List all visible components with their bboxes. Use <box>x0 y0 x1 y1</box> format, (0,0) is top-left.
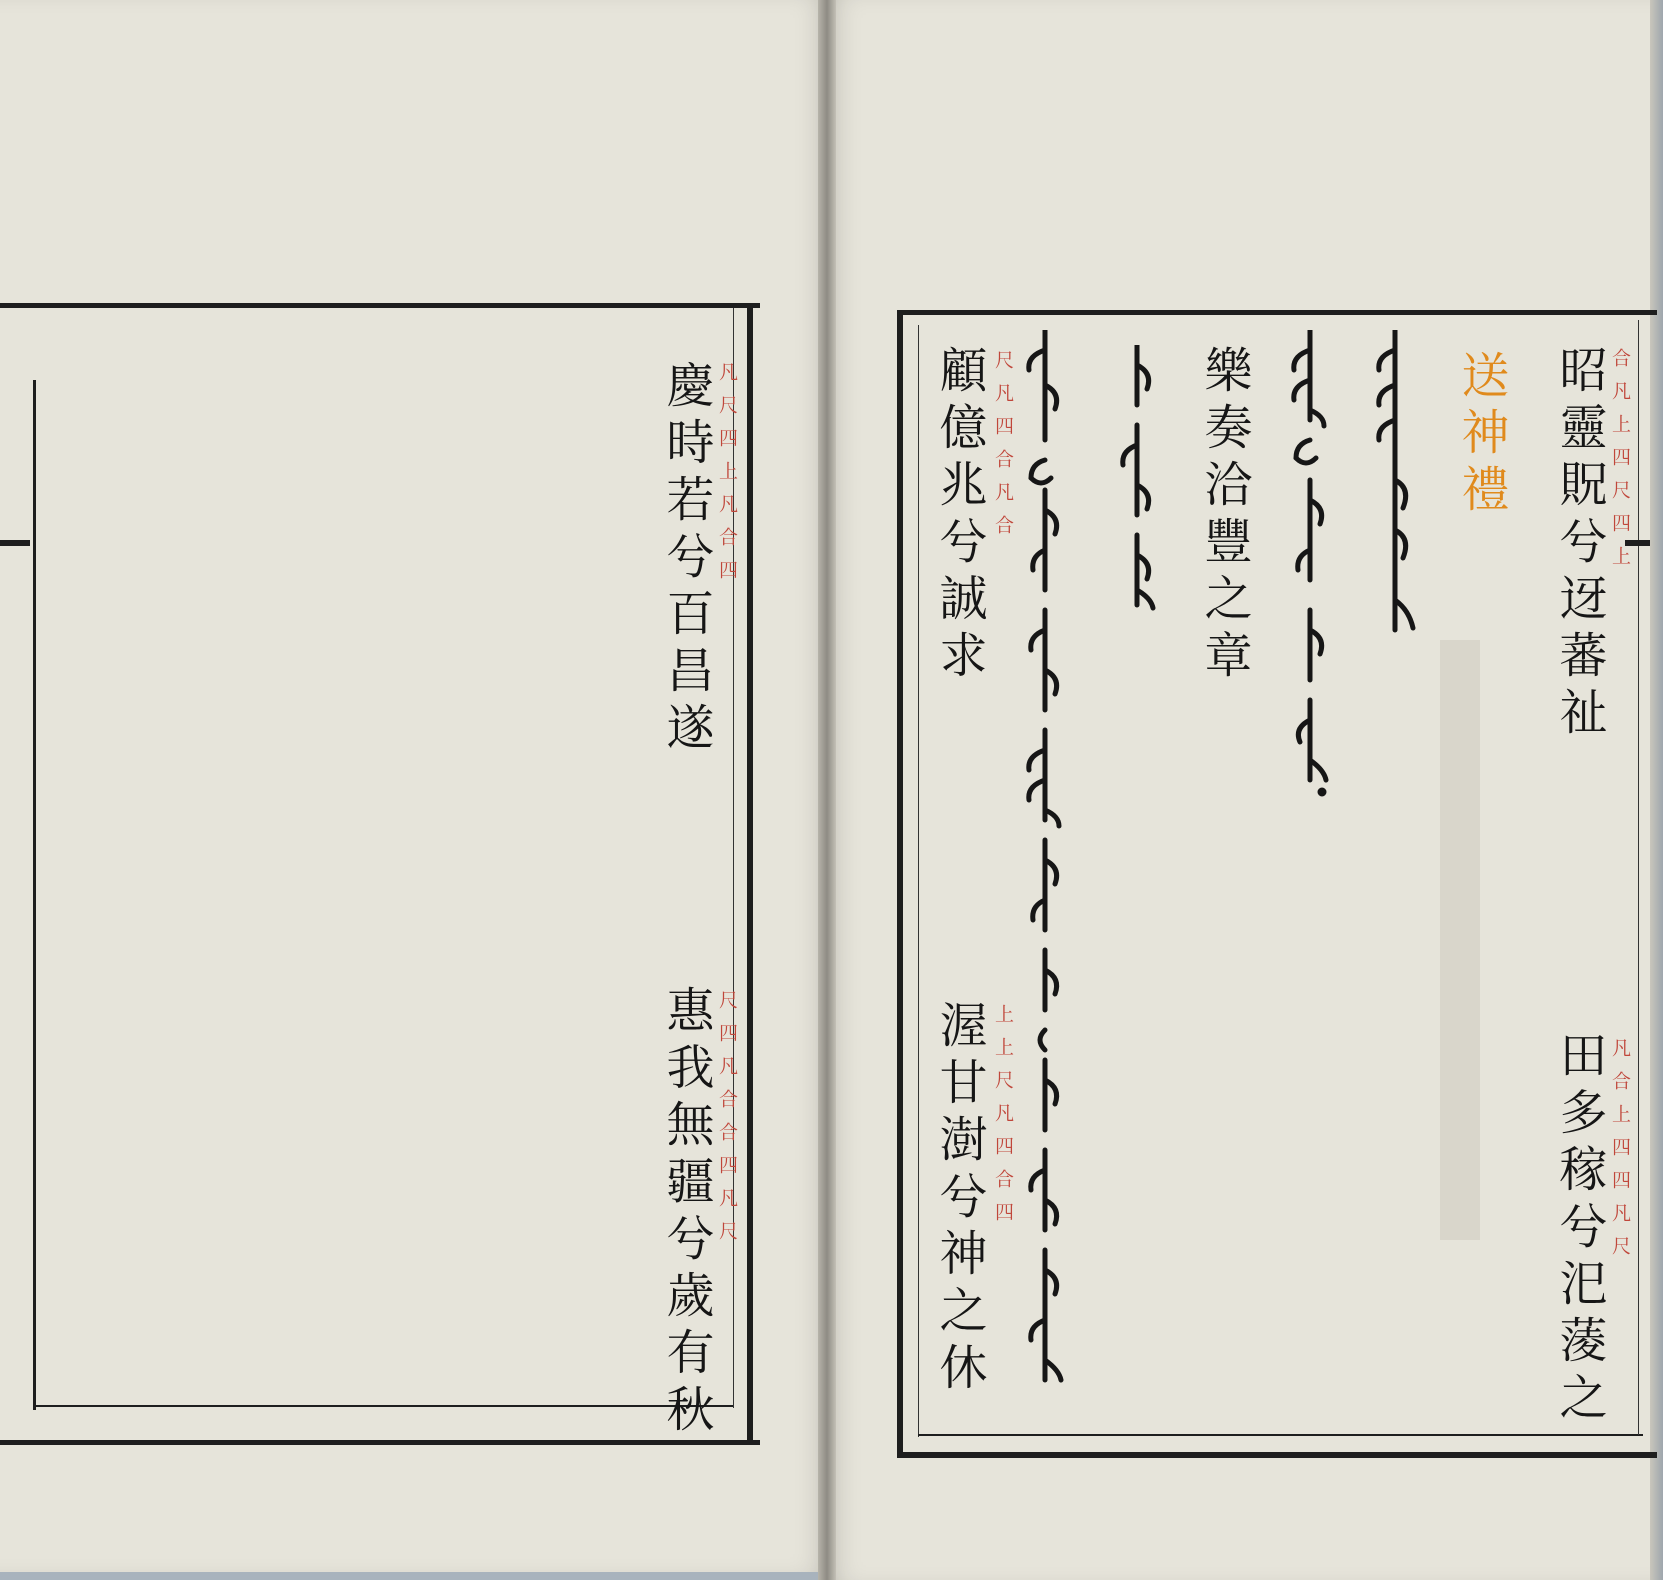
manchu-script-glyph <box>1370 330 1420 650</box>
right-column-1-text: 昭靈貺兮迓蕃祉 <box>1551 345 1607 744</box>
right-bottom-rule <box>897 1452 1657 1458</box>
manchu-column-2 <box>1285 330 1335 800</box>
right-inner-bottom-rule <box>918 1434 1643 1436</box>
right-column-4-notation: 尺凡四合凡合 <box>992 350 1014 548</box>
right-inner-left-rule <box>918 325 919 1437</box>
right-column-3-text: 樂奏洽豐之章 <box>1196 345 1252 687</box>
right-outer-left-border <box>897 310 903 1458</box>
section-title: 送神禮 <box>1453 350 1509 521</box>
right-inner-right-rule <box>1638 320 1639 1435</box>
left-inner-bottom-rule <box>34 1405 734 1407</box>
left-bottom-rule <box>0 1440 760 1445</box>
manchu-column-4 <box>1020 330 1070 1400</box>
right-column-5-text: 渥甘澍兮神之休 <box>931 1000 987 1399</box>
right-top-rule <box>897 310 1657 315</box>
left-outer-border <box>747 303 753 1445</box>
manchu-script-glyph <box>1020 330 1070 1400</box>
left-inner-border <box>33 380 36 1410</box>
manchu-column-3 <box>1112 345 1162 615</box>
manchu-column-1 <box>1370 330 1420 650</box>
right-column-4-text: 顧億兆兮誠求 <box>931 345 987 687</box>
right-column-2-text: 田多稼兮汜蔆之 <box>1551 1030 1607 1429</box>
page-edge <box>1650 0 1663 1580</box>
right-column-1-notation: 合凡上四尺四上 <box>1609 348 1631 579</box>
manchu-script-glyph <box>1285 330 1335 800</box>
left-column-2-notation: 尺四凡合合四凡尺 <box>716 990 738 1254</box>
left-fishtail-mark <box>0 540 30 546</box>
left-column-1-notation: 凡尺四上凡合四 <box>716 362 738 593</box>
right-column-5-notation: 上上尺凡四合四 <box>992 1004 1014 1235</box>
book-gutter <box>818 0 836 1580</box>
manchu-script-glyph <box>1112 345 1162 615</box>
bleed-through-stain <box>1440 640 1480 1240</box>
left-top-rule <box>0 303 760 308</box>
right-column-2-notation: 凡合上四四凡尺 <box>1609 1038 1631 1269</box>
left-column-2-text: 惠我無疆兮歲有秋 <box>658 985 714 1441</box>
left-column-1-text: 慶時若兮百昌遂 <box>658 360 714 759</box>
